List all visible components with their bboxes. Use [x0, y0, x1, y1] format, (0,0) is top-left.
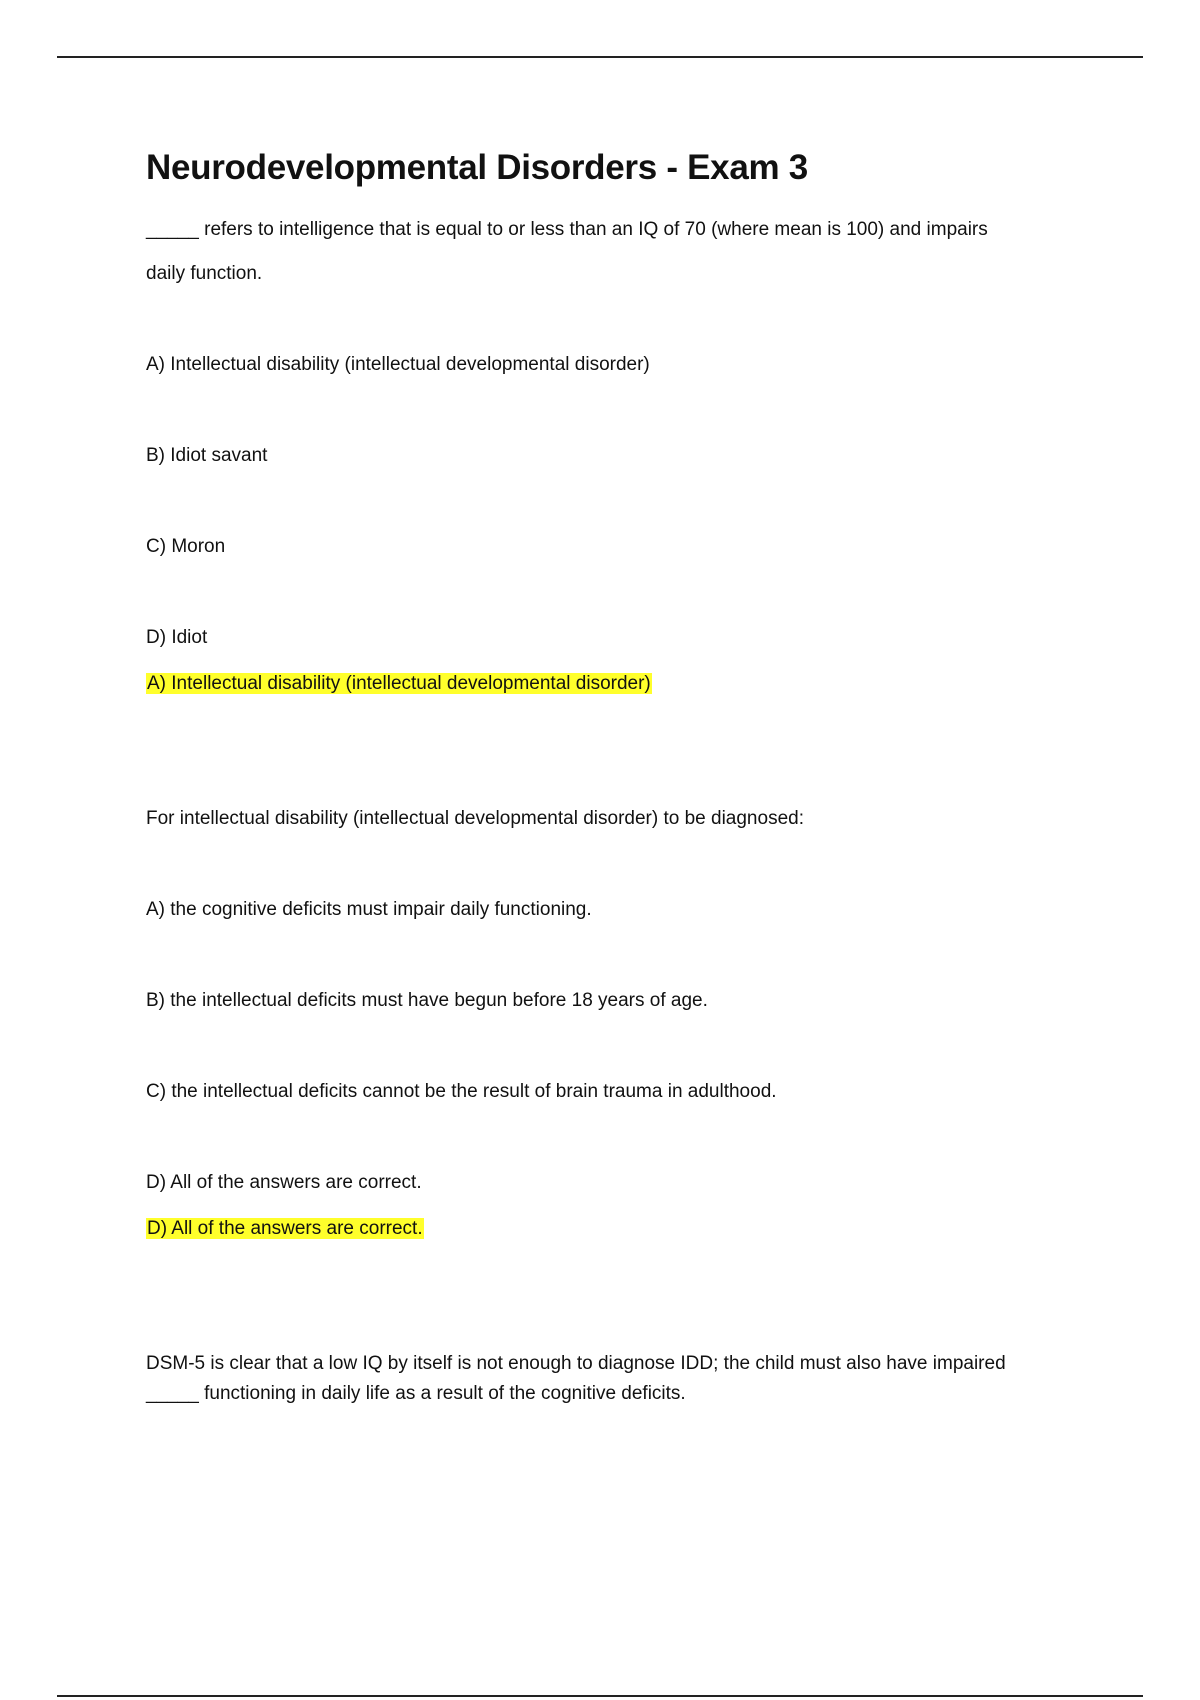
question-1-stem-line-2: daily function. [146, 263, 263, 284]
answer-highlight: D) All of the answers are correct. [147, 1218, 423, 1239]
answer-highlight: A) Intellectual disability (intellectual developmental disorder) [147, 673, 651, 694]
question-2-option-a: A) the cognitive deficits must impair daily functioning. [146, 899, 592, 920]
header-rule [57, 56, 1143, 58]
question-3-stem-line-1: DSM-5 is clear that a low IQ by itself is not enough to diagnose IDD; the child must also have impaired [146, 1353, 1006, 1374]
question-2-stem-line-1: For intellectual disability (intellectual developmental disorder) to be diagnosed: [146, 808, 804, 829]
question-1-option-c: C) Moron [146, 536, 226, 557]
question-1-option-b: B) Idiot savant [146, 445, 268, 466]
question-1-option-a: A) Intellectual disability (intellectual developmental disorder) [146, 354, 650, 375]
question-2-answer [146, 1217, 424, 1241]
question-1-stem-line-1: _____ refers to intelligence that is equal to or less than an IQ of 70 (where mean is 100) and impairs [146, 219, 988, 240]
question-2-option-d: D) All of the answers are correct. [146, 1172, 422, 1193]
footer-rule [57, 1695, 1143, 1697]
question-1-answer [146, 672, 652, 696]
question-1-option-d: D) Idiot [146, 627, 208, 648]
question-3-stem-line-2: _____ functioning in daily life as a result of the cognitive deficits. [146, 1383, 686, 1404]
question-2-option-b: B) the intellectual deficits must have begun before 18 years of age. [146, 990, 708, 1011]
question-2-option-c: C) the intellectual deficits cannot be the result of brain trauma in adulthood. [146, 1081, 777, 1102]
page-title: Neurodevelopmental Disorders - Exam 3 [146, 148, 808, 187]
